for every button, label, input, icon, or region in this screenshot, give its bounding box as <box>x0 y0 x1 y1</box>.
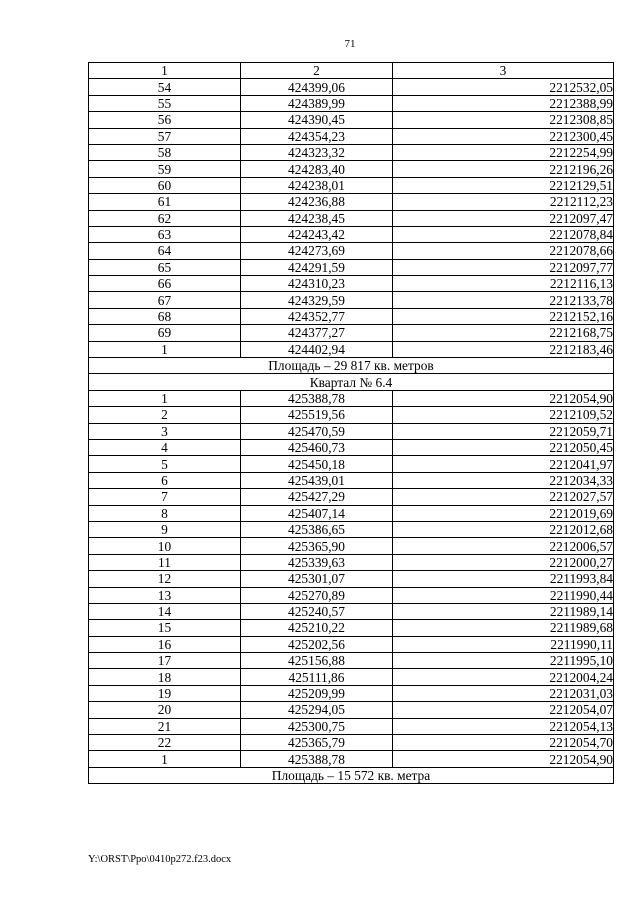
x-coordinate-cell: 425365,79 <box>241 735 393 751</box>
table-row <box>89 292 614 308</box>
point-number-cell: 54 <box>89 79 241 95</box>
y-coordinate-cell: 2212000,27 <box>393 554 614 570</box>
y-coordinate-cell: 2211990,11 <box>393 636 614 652</box>
point-number-cell: 62 <box>89 210 241 226</box>
table-row <box>89 210 614 226</box>
y-coordinate-cell: 2212054,13 <box>393 718 614 734</box>
point-number-cell: 1 <box>89 390 241 406</box>
table-row <box>89 226 614 242</box>
y-coordinate-cell: 2212129,51 <box>393 177 614 193</box>
point-number-cell: 64 <box>89 243 241 259</box>
point-number-cell: 21 <box>89 718 241 734</box>
x-coordinate-cell: 424352,77 <box>241 308 393 324</box>
y-coordinate-cell: 2212300,45 <box>393 128 614 144</box>
point-number-cell: 4 <box>89 439 241 455</box>
x-coordinate-cell: 424402,94 <box>241 341 393 357</box>
table-row <box>89 194 614 210</box>
point-number-cell: 17 <box>89 653 241 669</box>
point-number-cell: 11 <box>89 554 241 570</box>
table-row <box>89 521 614 537</box>
x-coordinate-cell: 424283,40 <box>241 161 393 177</box>
x-coordinate-cell: 424389,99 <box>241 95 393 111</box>
header-col-3: 3 <box>393 63 614 79</box>
y-coordinate-cell: 2212054,90 <box>393 390 614 406</box>
point-number-cell: 61 <box>89 194 241 210</box>
y-coordinate-cell: 2212004,24 <box>393 669 614 685</box>
point-number-cell: 19 <box>89 685 241 701</box>
point-number-cell: 18 <box>89 669 241 685</box>
y-coordinate-cell: 2212196,26 <box>393 161 614 177</box>
table-row <box>89 128 614 144</box>
x-coordinate-cell: 425156,88 <box>241 653 393 669</box>
table-row <box>89 751 614 767</box>
y-coordinate-cell: 2212109,52 <box>393 407 614 423</box>
area-summary-b-row <box>89 767 614 783</box>
point-number-cell: 55 <box>89 95 241 111</box>
table-row <box>89 702 614 718</box>
y-coordinate-cell: 2212097,77 <box>393 259 614 275</box>
y-coordinate-cell: 2211993,84 <box>393 571 614 587</box>
point-number-cell: 8 <box>89 505 241 521</box>
y-coordinate-cell: 2212054,90 <box>393 751 614 767</box>
x-coordinate-cell: 424238,45 <box>241 210 393 226</box>
block-title-row <box>89 374 614 390</box>
x-coordinate-cell: 424390,45 <box>241 112 393 128</box>
table-row <box>89 456 614 472</box>
x-coordinate-cell: 424377,27 <box>241 325 393 341</box>
point-number-cell: 69 <box>89 325 241 341</box>
point-number-cell: 67 <box>89 292 241 308</box>
x-coordinate-cell: 424291,59 <box>241 259 393 275</box>
table-row <box>89 308 614 324</box>
table-row <box>89 276 614 292</box>
x-coordinate-cell: 425111,86 <box>241 669 393 685</box>
x-coordinate-cell: 425365,90 <box>241 538 393 554</box>
y-coordinate-cell: 2212112,23 <box>393 194 614 210</box>
y-coordinate-cell: 2212097,47 <box>393 210 614 226</box>
x-coordinate-cell: 425210,22 <box>241 620 393 636</box>
table-row <box>89 423 614 439</box>
point-number-cell: 68 <box>89 308 241 324</box>
point-number-cell: 14 <box>89 603 241 619</box>
table-row <box>89 653 614 669</box>
area-summary-b: Площадь – 15 572 кв. метра <box>89 767 614 783</box>
block-title: Квартал № 6.4 <box>89 374 614 390</box>
table-row <box>89 79 614 95</box>
y-coordinate-cell: 2212059,71 <box>393 423 614 439</box>
table-header-row <box>89 63 614 79</box>
point-number-cell: 66 <box>89 276 241 292</box>
x-coordinate-cell: 424310,23 <box>241 276 393 292</box>
point-number-cell: 7 <box>89 489 241 505</box>
x-coordinate-cell: 424236,88 <box>241 194 393 210</box>
page-number: 71 <box>344 38 356 50</box>
table-row <box>89 669 614 685</box>
y-coordinate-cell: 2212078,84 <box>393 226 614 242</box>
table-row <box>89 489 614 505</box>
table-row <box>89 620 614 636</box>
x-coordinate-cell: 425240,57 <box>241 603 393 619</box>
x-coordinate-cell: 425339,63 <box>241 554 393 570</box>
x-coordinate-cell: 425519,56 <box>241 407 393 423</box>
y-coordinate-cell: 2211989,68 <box>393 620 614 636</box>
x-coordinate-cell: 425202,56 <box>241 636 393 652</box>
y-coordinate-cell: 2212041,97 <box>393 456 614 472</box>
x-coordinate-cell: 425294,05 <box>241 702 393 718</box>
x-coordinate-cell: 425300,75 <box>241 718 393 734</box>
x-coordinate-cell: 425460,73 <box>241 439 393 455</box>
y-coordinate-cell: 2212152,16 <box>393 308 614 324</box>
point-number-cell: 6 <box>89 472 241 488</box>
y-coordinate-cell: 2211990,44 <box>393 587 614 603</box>
table-row <box>89 325 614 341</box>
y-coordinate-cell: 2212133,78 <box>393 292 614 308</box>
y-coordinate-cell: 2212254,99 <box>393 144 614 160</box>
x-coordinate-cell: 424323,32 <box>241 144 393 160</box>
table-row <box>89 95 614 111</box>
table-row <box>89 587 614 603</box>
x-coordinate-cell: 424399,06 <box>241 79 393 95</box>
x-coordinate-cell: 424329,59 <box>241 292 393 308</box>
point-number-cell: 5 <box>89 456 241 472</box>
coordinates-table <box>88 62 614 784</box>
table-row <box>89 472 614 488</box>
point-number-cell: 16 <box>89 636 241 652</box>
x-coordinate-cell: 425209,99 <box>241 685 393 701</box>
table-row <box>89 554 614 570</box>
x-coordinate-cell: 425301,07 <box>241 571 393 587</box>
x-coordinate-cell: 425270,89 <box>241 587 393 603</box>
table-row <box>89 161 614 177</box>
file-path-footer: Y:\ORST\Ppo\0410p272.f23.docx <box>88 854 232 865</box>
table-row <box>89 685 614 701</box>
x-coordinate-cell: 424273,69 <box>241 243 393 259</box>
point-number-cell: 10 <box>89 538 241 554</box>
point-number-cell: 60 <box>89 177 241 193</box>
point-number-cell: 20 <box>89 702 241 718</box>
x-coordinate-cell: 424243,42 <box>241 226 393 242</box>
x-coordinate-cell: 424354,23 <box>241 128 393 144</box>
area-summary-a-row <box>89 358 614 374</box>
point-number-cell: 13 <box>89 587 241 603</box>
table-row <box>89 505 614 521</box>
y-coordinate-cell: 2212006,57 <box>393 538 614 554</box>
table-row <box>89 259 614 275</box>
point-number-cell: 56 <box>89 112 241 128</box>
area-summary-a: Площадь – 29 817 кв. метров <box>89 358 614 374</box>
point-number-cell: 65 <box>89 259 241 275</box>
y-coordinate-cell: 2212168,75 <box>393 325 614 341</box>
y-coordinate-cell: 2212034,33 <box>393 472 614 488</box>
x-coordinate-cell: 425407,14 <box>241 505 393 521</box>
point-number-cell: 63 <box>89 226 241 242</box>
table-row <box>89 718 614 734</box>
y-coordinate-cell: 2211995,10 <box>393 653 614 669</box>
y-coordinate-cell: 2212027,57 <box>393 489 614 505</box>
x-coordinate-cell: 425470,59 <box>241 423 393 439</box>
x-coordinate-cell: 425439,01 <box>241 472 393 488</box>
header-col-1: 1 <box>89 63 241 79</box>
point-number-cell: 1 <box>89 341 241 357</box>
table-row <box>89 177 614 193</box>
point-number-cell: 9 <box>89 521 241 537</box>
coordinates-table-body <box>89 63 614 784</box>
y-coordinate-cell: 2212116,13 <box>393 276 614 292</box>
table-row <box>89 636 614 652</box>
point-number-cell: 58 <box>89 144 241 160</box>
table-row <box>89 603 614 619</box>
header-col-2: 2 <box>241 63 393 79</box>
x-coordinate-cell: 425388,78 <box>241 751 393 767</box>
y-coordinate-cell: 2212012,68 <box>393 521 614 537</box>
x-coordinate-cell: 425427,29 <box>241 489 393 505</box>
y-coordinate-cell: 2212078,66 <box>393 243 614 259</box>
table-row <box>89 390 614 406</box>
y-coordinate-cell: 2212183,46 <box>393 341 614 357</box>
point-number-cell: 15 <box>89 620 241 636</box>
table-row <box>89 571 614 587</box>
y-coordinate-cell: 2212031,03 <box>393 685 614 701</box>
x-coordinate-cell: 424238,01 <box>241 177 393 193</box>
x-coordinate-cell: 425388,78 <box>241 390 393 406</box>
x-coordinate-cell: 425450,18 <box>241 456 393 472</box>
table-row <box>89 407 614 423</box>
table-row <box>89 538 614 554</box>
table-row <box>89 144 614 160</box>
table-row <box>89 439 614 455</box>
table-row <box>89 735 614 751</box>
point-number-cell: 3 <box>89 423 241 439</box>
y-coordinate-cell: 2211989,14 <box>393 603 614 619</box>
x-coordinate-cell: 425386,65 <box>241 521 393 537</box>
point-number-cell: 12 <box>89 571 241 587</box>
table-row <box>89 341 614 357</box>
point-number-cell: 59 <box>89 161 241 177</box>
y-coordinate-cell: 2212054,70 <box>393 735 614 751</box>
y-coordinate-cell: 2212532,05 <box>393 79 614 95</box>
table-row <box>89 112 614 128</box>
point-number-cell: 1 <box>89 751 241 767</box>
y-coordinate-cell: 2212019,69 <box>393 505 614 521</box>
y-coordinate-cell: 2212388,99 <box>393 95 614 111</box>
y-coordinate-cell: 2212054,07 <box>393 702 614 718</box>
point-number-cell: 22 <box>89 735 241 751</box>
point-number-cell: 57 <box>89 128 241 144</box>
y-coordinate-cell: 2212050,45 <box>393 439 614 455</box>
table-row <box>89 243 614 259</box>
y-coordinate-cell: 2212308,85 <box>393 112 614 128</box>
point-number-cell: 2 <box>89 407 241 423</box>
